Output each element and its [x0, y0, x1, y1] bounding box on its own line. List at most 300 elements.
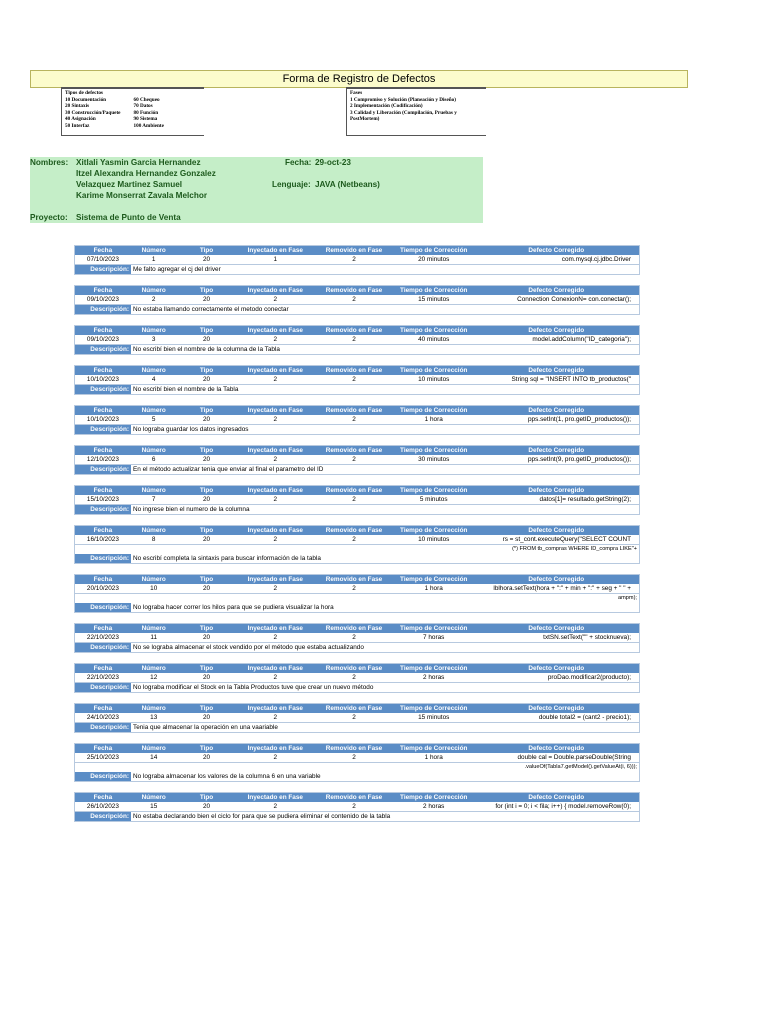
- header-removido: Removido en Fase: [325, 487, 383, 494]
- cell-numero: 12: [150, 674, 158, 681]
- name-4: Karime Monserrat Zavala Melchor: [76, 191, 208, 200]
- cell-removido: 2: [352, 754, 356, 761]
- cell-tiempo: 2 horas: [423, 674, 445, 681]
- header-defecto: Defecto Corregido: [528, 745, 585, 752]
- defect-types-heading: Tipos de defectos: [65, 90, 103, 96]
- header-tipo: Tipo: [199, 367, 214, 374]
- cell-tipo: 20: [202, 803, 211, 810]
- header-tiempo: Tiempo de Corrección: [400, 665, 468, 672]
- header-defecto: Defecto Corregido: [528, 527, 585, 534]
- header-numero: Número: [141, 367, 166, 374]
- cell-fecha: 12/10/2023: [86, 456, 119, 463]
- description-row: [75, 465, 639, 474]
- cell-inyectado: 2: [273, 754, 278, 761]
- cell-inyectado: 2: [273, 496, 278, 503]
- entry-header-row: [75, 575, 639, 584]
- defect-type: 100 Ambiente: [133, 122, 164, 129]
- header-defecto: Defecto Corregido: [528, 705, 585, 712]
- header-fecha: Fecha: [93, 665, 113, 672]
- cell-tiempo: 1 hora: [424, 416, 443, 423]
- cell-defecto: model.addColumn("ID_categoria");: [532, 336, 631, 343]
- proyecto-label: Proyecto:: [30, 213, 68, 222]
- header-numero: Número: [141, 327, 166, 334]
- description-text: No lograba modificar el Stock en la Tabla Productos tuve que crear un nuevo método: [133, 684, 374, 691]
- cell-tiempo: 1 hora: [424, 585, 443, 592]
- entry-values-row: [75, 535, 639, 545]
- defect-type: 20 Sintaxis: [65, 103, 90, 110]
- defect-type-row: [65, 123, 201, 130]
- entry-values-row: [75, 584, 639, 594]
- cell-defecto: com.mysql.cj.jdbc.Driver: [561, 256, 631, 263]
- cell-numero: 8: [151, 536, 156, 543]
- header-defecto: Defecto Corregido: [528, 407, 585, 414]
- cell-inyectado: 1: [273, 256, 278, 263]
- header-fecha: Fecha: [93, 794, 113, 801]
- entry-values-row: [75, 495, 639, 505]
- cell-defecto: pps.setInt(1, pro.getID_productos());: [527, 416, 631, 423]
- entry-header-row: [75, 486, 639, 495]
- entry-values-row: [75, 713, 639, 723]
- header-tiempo: Tiempo de Corrección: [400, 794, 468, 801]
- lenguaje-label: Lenguaje:: [272, 180, 311, 189]
- header-numero: Número: [141, 705, 166, 712]
- cell-inyectado: 2: [273, 585, 278, 592]
- header-inyectado: Inyectado en Fase: [247, 576, 303, 583]
- description-label: Descripción:: [75, 305, 131, 314]
- defect-type-row: [65, 110, 201, 117]
- header-inyectado: Inyectado en Fase: [247, 705, 303, 712]
- header-fecha: Fecha: [93, 327, 113, 334]
- header-tiempo: Tiempo de Corrección: [400, 625, 468, 632]
- description-label: Descripción:: [75, 772, 131, 781]
- cell-removido: 2: [352, 256, 356, 263]
- entry-values-row: [75, 415, 639, 425]
- cell-numero: 5: [151, 416, 156, 423]
- header-removido: Removido en Fase: [325, 794, 383, 801]
- cell-defecto: String sql = "INSERT INTO tb_productos(": [511, 376, 631, 383]
- description-label: Descripción:: [75, 385, 131, 394]
- cell-numero: 13: [150, 714, 158, 721]
- header-fecha: Fecha: [93, 487, 113, 494]
- cell-fecha: 16/10/2023: [86, 536, 119, 543]
- entry-header-row: [75, 624, 639, 633]
- header-inyectado: Inyectado en Fase: [247, 367, 303, 374]
- entry-header-row: [75, 526, 639, 535]
- defect-continuation: (*) FROM tb_compras WHERE ID_compra LIKE"+: [512, 546, 637, 552]
- header-tiempo: Tiempo de Corrección: [400, 247, 468, 254]
- header-numero: Número: [141, 447, 166, 454]
- description-text: No estaba declarando bien el ciclo for para que se pudiera eliminar el contenido de la tabla: [133, 813, 391, 820]
- header-inyectado: Inyectado en Fase: [247, 745, 303, 752]
- cell-tiempo: 1 hora: [424, 754, 443, 761]
- description-row: [75, 723, 639, 732]
- header-inyectado: Inyectado en Fase: [247, 625, 303, 632]
- cell-tiempo: 15 minutos: [418, 714, 450, 721]
- description-label: Descripción:: [75, 683, 131, 692]
- cell-removido: 2: [352, 714, 356, 721]
- cell-inyectado: 2: [273, 803, 278, 810]
- defect-entry: [74, 792, 640, 822]
- entry-header-row: [75, 406, 639, 415]
- entry-values-row: [75, 255, 639, 265]
- cell-numero: 14: [150, 754, 158, 761]
- cell-tiempo: 2 horas: [423, 803, 445, 810]
- description-text: No ingrese bien el numero de la columna: [133, 506, 250, 513]
- entry-header-row: [75, 286, 639, 295]
- header-fecha: Fecha: [93, 625, 113, 632]
- defect-type-row: [65, 116, 201, 123]
- entry-header-row: [75, 246, 639, 255]
- defect-type: 30 Construcción/Paquete: [65, 109, 121, 116]
- cell-removido: 2: [352, 376, 356, 383]
- header-tipo: Tipo: [199, 447, 214, 454]
- cell-inyectado: 2: [273, 634, 278, 641]
- cell-tiempo: 15 minutos: [418, 296, 450, 303]
- header-defecto: Defecto Corregido: [528, 576, 585, 583]
- cell-defecto: datos[1]= resultado.getString(2);: [539, 496, 631, 503]
- entry-values-row: [75, 802, 639, 812]
- defect-entry: [74, 365, 640, 395]
- header-tipo: Tipo: [199, 287, 214, 294]
- description-row: [75, 385, 639, 394]
- defect-log: [74, 245, 640, 832]
- header-inyectado: Inyectado en Fase: [247, 287, 303, 294]
- header-fecha: Fecha: [93, 705, 113, 712]
- header-numero: Número: [141, 625, 166, 632]
- header-tiempo: Tiempo de Corrección: [400, 487, 468, 494]
- header-tiempo: Tiempo de Corrección: [400, 287, 468, 294]
- cell-fecha: 15/10/2023: [86, 496, 119, 503]
- header-defecto: Defecto Corregido: [528, 447, 585, 454]
- description-label: Descripción:: [75, 812, 131, 821]
- cell-defecto: txtSN.setText("" + stocknueva);: [543, 634, 631, 641]
- entry-header-row: [75, 326, 639, 335]
- description-row: [75, 772, 639, 781]
- cell-removido: 2: [352, 536, 356, 543]
- header-tiempo: Tiempo de Corrección: [400, 527, 468, 534]
- description-label: Descripción:: [75, 345, 131, 354]
- defect-entry: [74, 405, 640, 435]
- header-numero: Número: [141, 487, 166, 494]
- cell-removido: 2: [352, 674, 356, 681]
- header-removido: Removido en Fase: [325, 665, 383, 672]
- name-3: Velazquez Martinez Samuel: [76, 180, 183, 189]
- description-row: [75, 554, 639, 563]
- cell-fecha: 24/10/2023: [86, 714, 119, 721]
- header-tiempo: Tiempo de Corrección: [400, 367, 468, 374]
- header-fecha: Fecha: [93, 745, 113, 752]
- header-numero: Número: [141, 576, 166, 583]
- header-tipo: Tipo: [199, 327, 214, 334]
- cell-inyectado: 2: [273, 416, 278, 423]
- header-tipo: Tipo: [199, 576, 214, 583]
- phases-legend: [346, 87, 486, 136]
- entry-values-row: [75, 375, 639, 385]
- header-inyectado: Inyectado en Fase: [247, 247, 303, 254]
- cell-fecha: 20/10/2023: [86, 585, 119, 592]
- cell-numero: 2: [151, 296, 156, 303]
- header-numero: Número: [141, 665, 166, 672]
- header-fecha: Fecha: [93, 407, 113, 414]
- header-tiempo: Tiempo de Corrección: [400, 705, 468, 712]
- header-tipo: Tipo: [199, 794, 214, 801]
- cell-inyectado: 2: [273, 714, 278, 721]
- description-label: Descripción:: [75, 465, 131, 474]
- description-label: Descripción:: [75, 643, 131, 652]
- header-inyectado: Inyectado en Fase: [247, 327, 303, 334]
- entry-values-row: [75, 295, 639, 305]
- cell-tipo: 20: [202, 634, 211, 641]
- cell-defecto: pps.setInt(9, pro.getID_productos());: [527, 456, 631, 463]
- description-label: Descripción:: [75, 603, 131, 612]
- defect-continuation: ampm);: [618, 595, 637, 601]
- defect-entry: [74, 574, 640, 613]
- cell-tipo: 20: [202, 536, 211, 543]
- header-removido: Removido en Fase: [325, 287, 383, 294]
- cell-tiempo: 10 minutos: [418, 376, 450, 383]
- header-tipo: Tipo: [199, 705, 214, 712]
- cell-tipo: 20: [202, 296, 211, 303]
- fecha-value: 29-oct-23: [315, 158, 351, 167]
- entry-values-row: [75, 455, 639, 465]
- description-text: No lograba guardar los datos ingresados: [133, 426, 249, 433]
- header-defecto: Defecto Corregido: [528, 625, 585, 632]
- header-removido: Removido en Fase: [325, 407, 383, 414]
- cell-numero: 6: [151, 456, 156, 463]
- header-defecto: Defecto Corregido: [528, 247, 585, 254]
- description-row: [75, 265, 639, 274]
- defect-type-row: [65, 103, 201, 110]
- header-removido: Removido en Fase: [325, 745, 383, 752]
- header-defecto: Defecto Corregido: [528, 287, 585, 294]
- cell-removido: 2: [352, 336, 356, 343]
- header-fecha: Fecha: [93, 447, 113, 454]
- fecha-label: Fecha:: [285, 158, 312, 167]
- cell-removido: 2: [352, 496, 356, 503]
- cell-fecha: 09/10/2023: [86, 296, 119, 303]
- description-row: [75, 345, 639, 354]
- cell-tipo: 20: [202, 585, 211, 592]
- defect-type: 40 Asignación: [65, 116, 96, 123]
- cell-inyectado: 2: [273, 336, 278, 343]
- cell-defecto: Connection ConexionN= con.conectar();: [517, 296, 631, 303]
- description-text: No lograba almacenar los valores de la columna 6 en una variable: [133, 773, 321, 780]
- description-text: En el método actualizar tenia que enviar al final el parametro del ID: [133, 466, 324, 473]
- defect-types-legend: [61, 87, 204, 136]
- header-defecto: Defecto Corregido: [528, 665, 585, 672]
- header-tipo: Tipo: [199, 625, 214, 632]
- cell-fecha: 10/10/2023: [86, 376, 119, 383]
- header-tipo: Tipo: [199, 247, 214, 254]
- header-removido: Removido en Fase: [325, 247, 383, 254]
- entry-header-row: [75, 664, 639, 673]
- cell-fecha: 22/10/2023: [86, 634, 119, 641]
- entry-header-row: [75, 446, 639, 455]
- header-removido: Removido en Fase: [325, 327, 383, 334]
- cell-tiempo: 20 minutos: [418, 256, 450, 263]
- names-label: Nombres:: [30, 158, 69, 167]
- header-fecha: Fecha: [93, 287, 113, 294]
- header-defecto: Defecto Corregido: [528, 367, 585, 374]
- header-tiempo: Tiempo de Corrección: [400, 407, 468, 414]
- header-tipo: Tipo: [199, 527, 214, 534]
- cell-inyectado: 2: [273, 296, 278, 303]
- cell-tiempo: 7 horas: [423, 634, 445, 641]
- cell-removido: 2: [352, 416, 356, 423]
- header-inyectado: Inyectado en Fase: [247, 487, 303, 494]
- header-inyectado: Inyectado en Fase: [247, 407, 303, 414]
- cell-removido: 2: [352, 803, 356, 810]
- description-label: Descripción:: [75, 554, 131, 563]
- cell-inyectado: 2: [273, 674, 278, 681]
- cell-defecto: double cal = Double.parseDouble(String: [517, 754, 631, 761]
- cell-inyectado: 2: [273, 536, 278, 543]
- header-inyectado: Inyectado en Fase: [247, 447, 303, 454]
- cell-inyectado: 2: [273, 376, 278, 383]
- header-tiempo: Tiempo de Corrección: [400, 576, 468, 583]
- description-text: No escribí completa la sintaxis para buscar información de la tabla: [133, 555, 321, 562]
- cell-tipo: 20: [202, 754, 211, 761]
- header-defecto: Defecto Corregido: [528, 327, 585, 334]
- header-fecha: Fecha: [93, 247, 113, 254]
- entry-header-row: [75, 366, 639, 375]
- cell-defecto: rs = st_cont.executeQuery("SELECT COUNT: [502, 536, 631, 543]
- form-title: Forma de Registro de Defectos: [30, 70, 688, 88]
- description-row: [75, 683, 639, 692]
- description-label: Descripción:: [75, 425, 131, 434]
- cell-defecto: double total2 = (cant2 - precio1);: [538, 714, 631, 721]
- description-text: Me falto agregar el cj del driver: [133, 266, 221, 273]
- cell-fecha: 26/10/2023: [86, 803, 119, 810]
- cell-removido: 2: [352, 585, 356, 592]
- header-tipo: Tipo: [199, 407, 214, 414]
- header-numero: Número: [141, 287, 166, 294]
- cell-numero: 11: [150, 634, 158, 641]
- lenguaje-value: JAVA (Netbeans): [315, 180, 380, 189]
- description-text: No estaba llamando correctamente el metodo conectar: [133, 306, 289, 313]
- defect-entry: [74, 743, 640, 782]
- defect-type-row: [65, 97, 201, 104]
- header-removido: Removido en Fase: [325, 527, 383, 534]
- phase-line: 1 Compromiso y Solución (Planeación y Diseño): [350, 96, 456, 103]
- cell-inyectado: 2: [273, 456, 278, 463]
- name-2: Itzel Alexandra Hernandez Gonzalez: [76, 169, 216, 178]
- entry-header-row: [75, 793, 639, 802]
- cell-fecha: 07/10/2023: [86, 256, 119, 263]
- header-removido: Removido en Fase: [325, 447, 383, 454]
- cell-fecha: 25/10/2023: [86, 754, 119, 761]
- cell-defecto: proDao.modificar2(producto);: [547, 674, 631, 681]
- cell-tipo: 20: [202, 256, 211, 263]
- defect-type: 10 Documentación: [65, 96, 107, 103]
- cell-removido: 2: [352, 634, 356, 641]
- header-tipo: Tipo: [199, 487, 214, 494]
- header-fecha: Fecha: [93, 367, 113, 374]
- header-tiempo: Tiempo de Corrección: [400, 447, 468, 454]
- header-numero: Número: [141, 407, 166, 414]
- defect-type: 70 Datos: [133, 103, 153, 110]
- cell-numero: 15: [150, 803, 158, 810]
- cell-removido: 2: [352, 296, 356, 303]
- header-fecha: Fecha: [93, 576, 113, 583]
- entry-header-row: [75, 744, 639, 753]
- description-row: [75, 643, 639, 652]
- entry-header-row: [75, 704, 639, 713]
- phases-heading: Fases: [350, 90, 363, 96]
- cell-fecha: 22/10/2023: [86, 674, 119, 681]
- defect-entry: [74, 623, 640, 653]
- header-tipo: Tipo: [199, 665, 214, 672]
- cell-tipo: 20: [202, 336, 211, 343]
- cell-numero: 7: [151, 496, 156, 503]
- description-text: No lograba hacer correr los hilos para que se pudiera visualizar la hora: [133, 604, 334, 611]
- description-label: Descripción:: [75, 265, 131, 274]
- cell-defecto: lblhora.setText(hora + ":" + min + ":" + seg + " " +: [493, 585, 631, 592]
- header-removido: Removido en Fase: [325, 625, 383, 632]
- defect-entry: [74, 285, 640, 315]
- description-label: Descripción:: [75, 505, 131, 514]
- description-row: [75, 812, 639, 821]
- defect-type: 60 Chequeo: [133, 96, 160, 103]
- defect-entry: [74, 485, 640, 515]
- cell-removido: 2: [352, 456, 356, 463]
- header-fecha: Fecha: [93, 527, 113, 534]
- defect-entry: [74, 325, 640, 355]
- header-numero: Número: [141, 745, 166, 752]
- description-label: Descripción:: [75, 723, 131, 732]
- cell-tipo: 20: [202, 674, 211, 681]
- header-numero: Número: [141, 794, 166, 801]
- defect-entry: [74, 703, 640, 733]
- defect-continuation: .valueOf(Tabla7.getModel().getValueAt(i, 6)));: [524, 764, 637, 770]
- cell-numero: 1: [151, 256, 156, 263]
- description-text: No escribí bien el nombre de la columna de la Tabla: [133, 346, 280, 353]
- cell-tiempo: 40 minutos: [418, 336, 450, 343]
- cell-tiempo: 5 minutos: [419, 496, 448, 503]
- cell-tipo: 20: [202, 416, 211, 423]
- header-tiempo: Tiempo de Corrección: [400, 745, 468, 752]
- description-row: [75, 505, 639, 514]
- entry-values-row: [75, 753, 639, 763]
- cell-fecha: 09/10/2023: [86, 336, 119, 343]
- defect-type: 50 Interfaz: [65, 122, 90, 129]
- header-removido: Removido en Fase: [325, 705, 383, 712]
- cell-numero: 10: [150, 585, 158, 592]
- cell-tipo: 20: [202, 496, 211, 503]
- info-panel: [30, 157, 483, 223]
- description-row: [75, 305, 639, 314]
- cell-fecha: 10/10/2023: [86, 416, 119, 423]
- header-numero: Número: [141, 247, 166, 254]
- header-removido: Removido en Fase: [325, 367, 383, 374]
- defect-type: 80 Función: [133, 109, 159, 116]
- phase-line: 2 Implementación (Codificación): [350, 103, 423, 110]
- phase-line: 3 Calidad y Liberación (Compilación, Pruebas y PostMortem): [350, 109, 457, 123]
- header-defecto: Defecto Corregido: [528, 487, 585, 494]
- defect-entry: [74, 663, 640, 693]
- defect-entry: [74, 245, 640, 275]
- description-text: No escribí bien el nombre de la Tabla: [133, 386, 239, 393]
- description-row: [75, 425, 639, 434]
- cell-tiempo: 30 minutos: [418, 456, 450, 463]
- cell-defecto: for (int i = 0; i < fila; i++) { model.removeRow(0);: [495, 803, 631, 810]
- cell-tiempo: 10 minutos: [418, 536, 450, 543]
- entry-values-row: [75, 673, 639, 683]
- cell-numero: 4: [151, 376, 156, 383]
- entry-values-row: [75, 335, 639, 345]
- header-removido: Removido en Fase: [325, 576, 383, 583]
- cell-tipo: 20: [202, 456, 211, 463]
